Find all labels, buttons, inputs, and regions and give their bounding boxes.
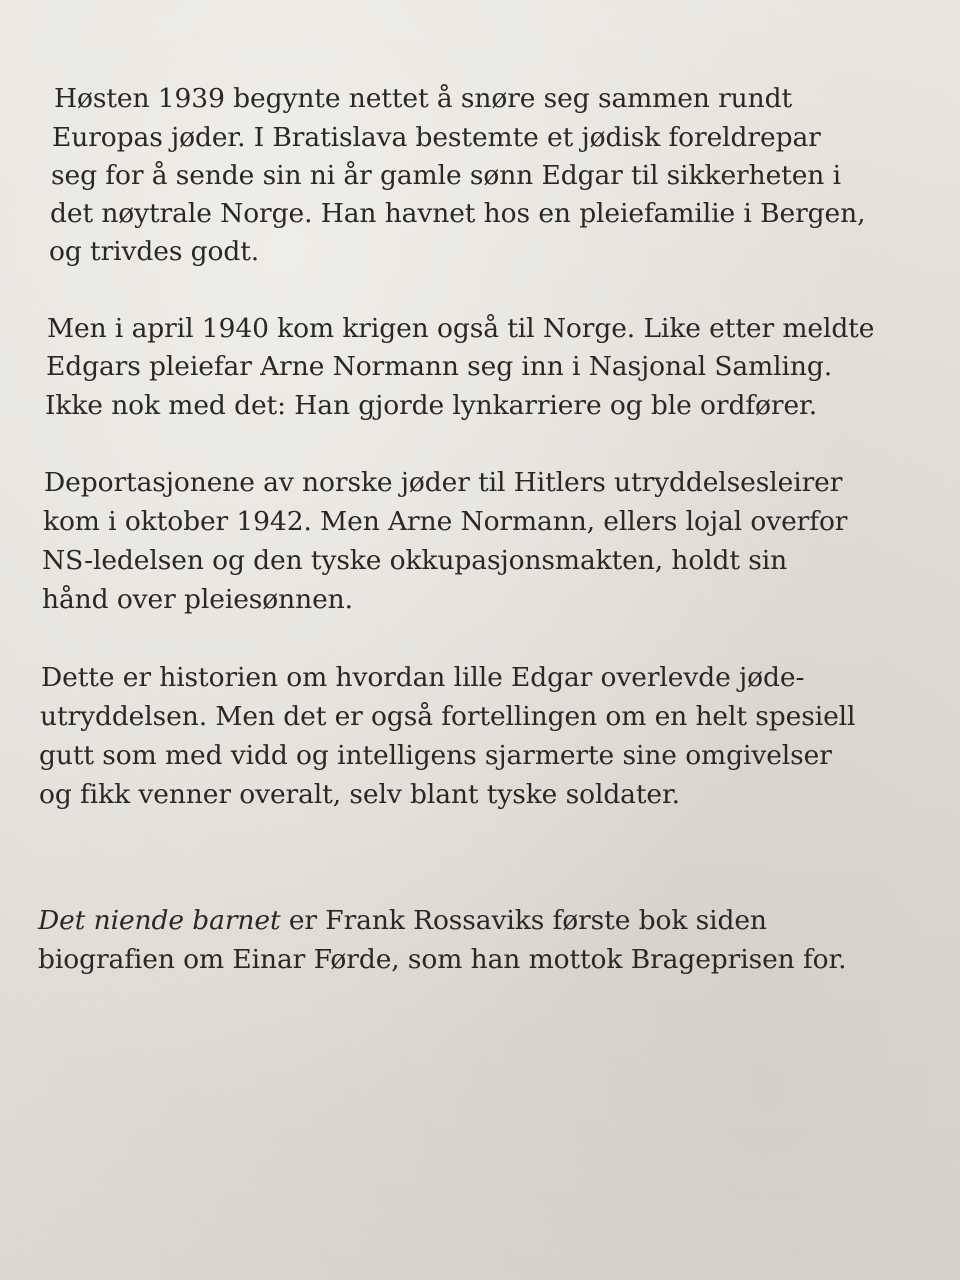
paragraph-1-line-1: Høsten 1939 begynte nettet å snøre seg sammen rundt: [54, 83, 792, 114]
paragraph-4-line-4: og fikk venner overalt, selv blant tyske soldater.: [39, 779, 680, 810]
paragraph-1-line-3: seg for å sende sin ni år gamle sønn Edgar til sikkerheten i: [51, 160, 841, 191]
paragraph-3-line-1: Deportasjonene av norske jøder til Hitlers utryddelsesleirer: [44, 467, 843, 498]
paragraph-4-line-3: gutt som med vidd og intelligens sjarmerte sine omgivelser: [39, 740, 832, 771]
book-title: Det niende barnet: [38, 905, 281, 936]
paragraph-4-line-1: Dette er historien om hvordan lille Edgar overlevde jøde-: [41, 662, 805, 693]
paragraph-2-line-3: Ikke nok med det: Han gjorde lynkarriere og ble ordfører.: [45, 390, 818, 421]
paragraph-2-line-1: Men i april 1940 kom krigen også til Norge. Like etter meldte: [47, 313, 875, 344]
paragraph-4-line-2: utryddelsen. Men det er også fortellingen om en helt spesiell: [40, 701, 856, 732]
paragraph-3-line-4: hånd over pleiesønnen.: [42, 584, 353, 615]
paragraph-1-line-2: Europas jøder. I Bratislava bestemte et jødisk foreldrepar: [52, 122, 821, 153]
paragraph-5-line-1: [38, 904, 767, 938]
paragraph-5-line-2: biografien om Einar Førde, som han mottok Brageprisen for.: [38, 944, 847, 975]
paragraph-3-line-2: kom i oktober 1942. Men Arne Normann, ellers lojal overfor: [43, 506, 848, 537]
paragraph-2-line-2: Edgars pleiefar Arne Normann seg inn i Nasjonal Samling.: [46, 351, 833, 382]
paragraph-5-line-1-rest: er Frank Rossaviks første bok siden: [280, 905, 767, 936]
paragraph-3-line-3: NS-ledelsen og den tyske okkupasjonsmakten, holdt sin: [42, 545, 788, 576]
paragraph-1-line-4: det nøytrale Norge. Han havnet hos en pleiefamilie i Bergen,: [50, 198, 866, 229]
paragraph-1-line-5: og trivdes godt.: [49, 236, 260, 267]
